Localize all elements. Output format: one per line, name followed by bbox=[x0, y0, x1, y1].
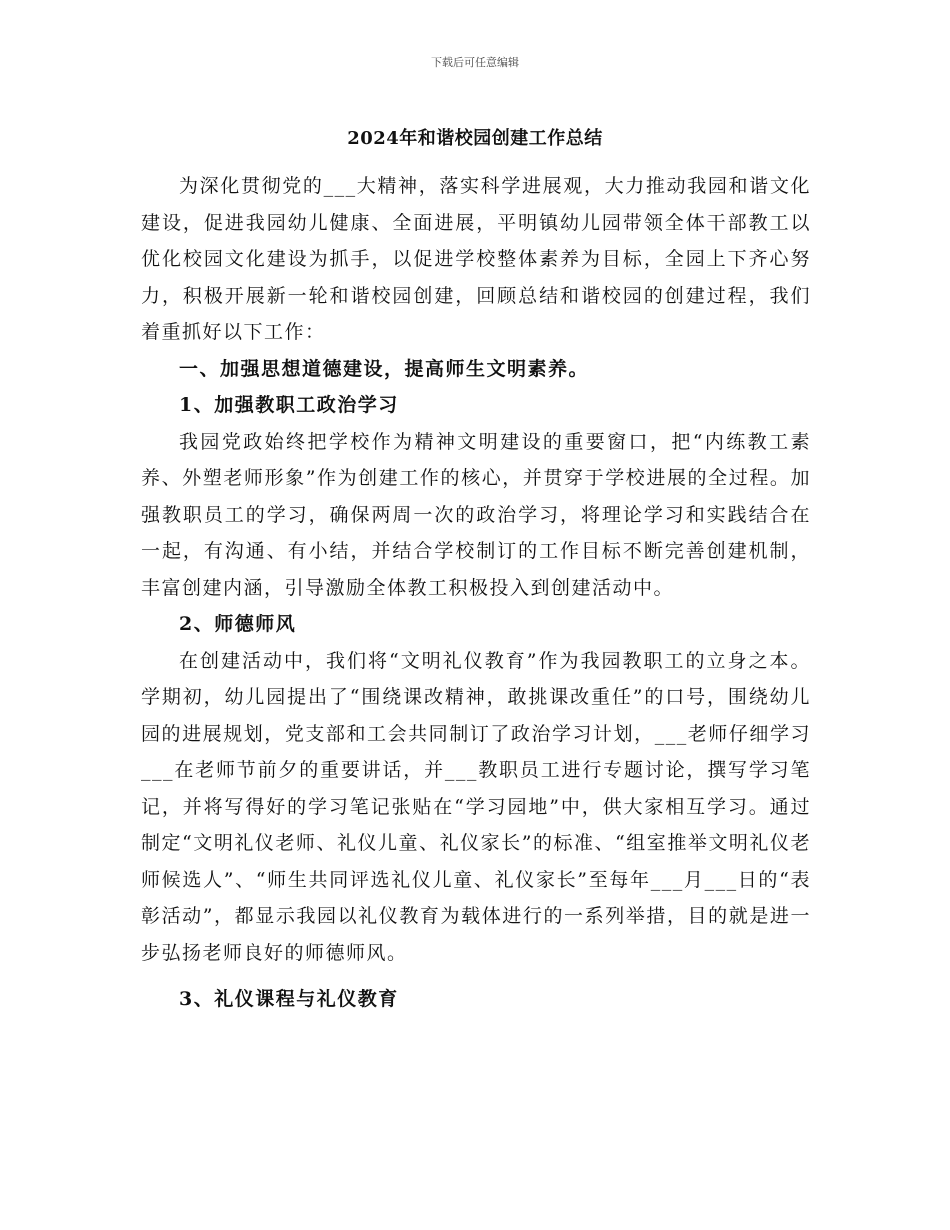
subsection-heading-1: 1、加强教职工政治学习 bbox=[179, 394, 399, 416]
subsection-heading-3: 3、礼仪课程与礼仪教育 bbox=[179, 988, 399, 1010]
page-header-note: 下载后可任意编辑 bbox=[431, 56, 519, 69]
section-heading-1: 一、加强思想道德建设，提高师生文明素养。 bbox=[179, 357, 590, 380]
subsection-heading-2: 2、师德师风 bbox=[179, 613, 297, 635]
subsection-paragraph-1: 我园党政始终把学校作为精神文明建设的重要窗口，把“内练教工素养、外塑老师形象”作为创建工作的核心，并贯穿于学校进展的全过程。加强教职员工的学习，确保两周一次的政治学习，将理论学习和实践结合在一起，有沟通、有小结，并结合学校制订的工作目标不断完善创建机制，丰富创建内涵，引导激励全体教工积极投入到创建活动中。 bbox=[141, 430, 811, 599]
document-body bbox=[141, 168, 811, 1018]
document-title: 2024年和谐校园创建工作总结 bbox=[347, 128, 603, 149]
subsection-paragraph-2: 在创建活动中，我们将“文明礼仪教育”作为我园教职工的立身之本。学期初，幼儿园提出了“围绕课改精神，敢挑课改重任”的口号，围绕幼儿园的进展规划，党支部和工会共同制订了政治学习计划，___老师仔细学习___在老师节前夕的重要讲话，并___教职员工进行专题讨论，撰写学习笔记，并将写得好的学习笔记张贴在“学习园地”中，供大家相互学习。通过制定“文明礼仪老师、礼仪儿童、礼仪家长”的标准、“组室推举文明礼仪老师候选人”、“师生共同评选礼仪儿童、礼仪家长”至每年___月___日的“表彰活动”，都显示我园以礼仪教育为载体进行的一系列举措，目的就是进一步弘扬老师良好的师德师风。 bbox=[141, 649, 811, 964]
intro-paragraph: 为深化贯彻党的___大精神，落实科学进展观，大力推动我园和谐文化建设，促进我园幼儿健康、全面进展，平明镇幼儿园带领全体干部教工以优化校园文化建设为抓手，以促进学校整体素养为目标，全园上下齐心努力，积极开展新一轮和谐校园创建，回顾总结和谐校园的创建过程，我们着重抓好以下工作： bbox=[141, 175, 811, 343]
